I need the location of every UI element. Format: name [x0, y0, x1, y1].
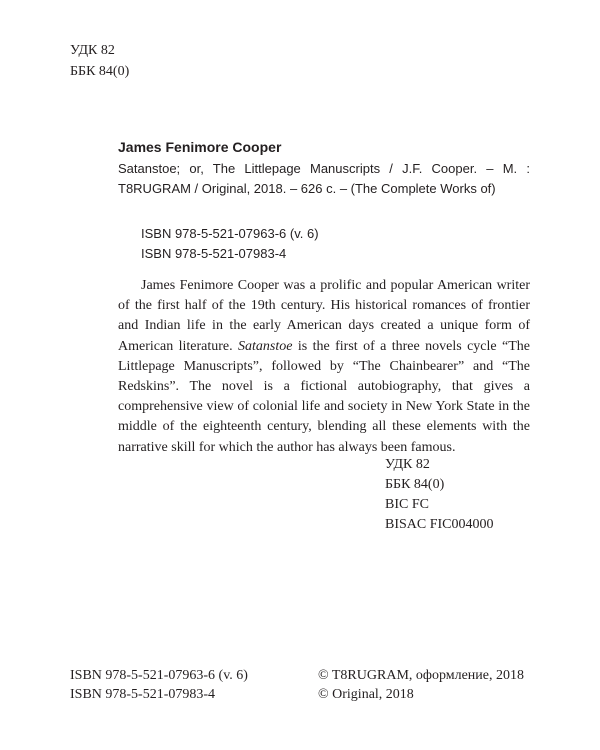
bibliographic-description: Satanstoe; or, The Littlepage Manuscripts / J.F. Cooper. – M. : T8RUGRAM / Original, 2018. – 626 с. – (The Complete Works of)	[118, 161, 530, 196]
footer-isbn-volume: ISBN 978-5-521-07963-6 (v. 6)	[70, 668, 248, 683]
abstract-text-part1: James Fenimore Cooper was a prolific and popular American writer of the first half of the 19th century. His historical romances of frontier and Indian life in the early American days created a unique form of American literature.	[118, 278, 530, 354]
isbn-volume: ISBN 978-5-521-07963-6 (v. 6)	[141, 226, 319, 241]
abstract-paragraph	[118, 276, 530, 458]
bisac-code: BISAC FIC004000	[385, 517, 494, 532]
footer-copyright-block	[318, 666, 524, 704]
classification-codes-block	[385, 455, 494, 535]
abstract-book-title: Satanstoe	[238, 338, 293, 354]
bic-code: BIC FC	[385, 497, 429, 512]
copyright-publisher: © T8RUGRAM, оформление, 2018	[318, 668, 525, 683]
bbk-code-right: ББК 84(0)	[385, 477, 445, 492]
author-name: James Fenimore Cooper	[118, 139, 282, 155]
footer-isbn-block	[70, 666, 248, 704]
copyright-original: © Original, 2018	[318, 687, 414, 702]
footer-isbn-set: ISBN 978-5-521-07983-4	[70, 687, 216, 702]
udk-code: УДК 82	[70, 43, 115, 58]
isbn-set: ISBN 978-5-521-07983-4	[141, 246, 287, 261]
top-classification-codes	[70, 40, 129, 82]
bbk-code: ББК 84(0)	[70, 64, 130, 79]
isbn-block	[141, 224, 319, 264]
udk-code-right: УДК 82	[385, 457, 430, 472]
abstract-text-part2: is the first of a three novels cycle “The Littlepage Manuscripts”, followed by “The Chainbearer” and “The Redskins”. The novel is a fictional autobiography, that gives a comprehensive view of colonial life and society in New York State in the middle of the eighteenth century, blending all these elements with the narrative skill for which the author has always been famous.	[118, 338, 531, 455]
